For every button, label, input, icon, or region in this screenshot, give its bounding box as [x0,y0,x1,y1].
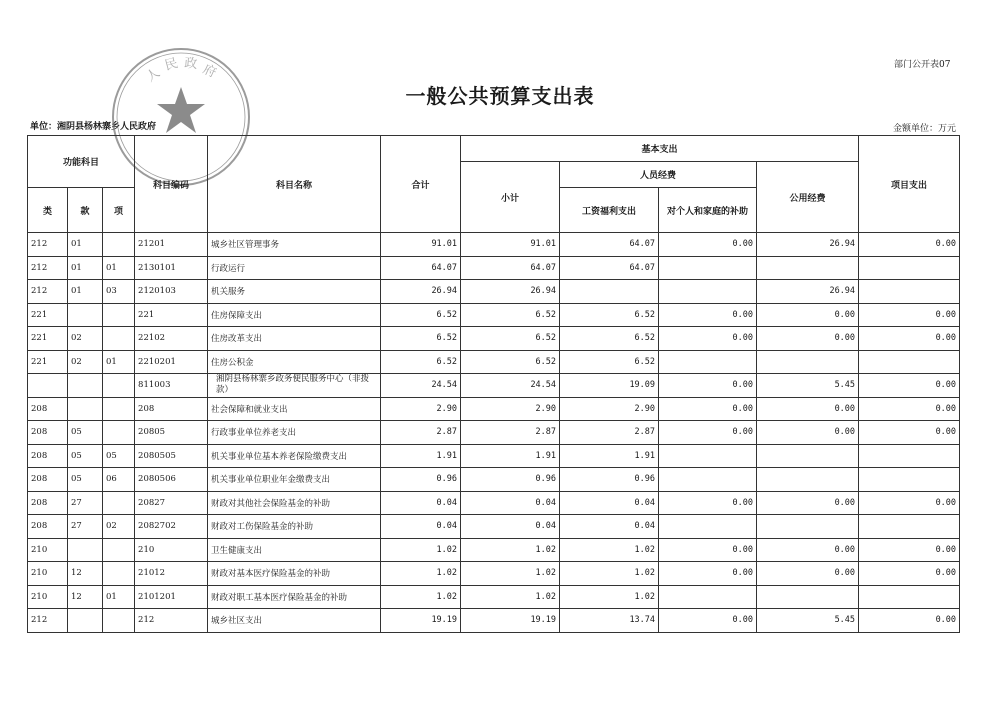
subtotal-cell: 64.07 [461,256,560,280]
project-expense-cell: 0.00 [859,609,960,633]
subtotal-cell: 1.02 [461,585,560,609]
class-cell: 210 [28,585,68,609]
class-cell: 208 [28,491,68,515]
section-header: 款 [68,188,103,233]
subject-code-cell: 2082702 [135,515,208,539]
total-cell: 6.52 [381,350,461,374]
salary-cell: 0.96 [560,468,659,492]
section-cell: 02 [68,350,103,374]
table-row [28,233,960,257]
class-cell: 210 [28,562,68,586]
public-expense-cell: 0.00 [757,562,859,586]
item-cell [103,374,135,398]
project-expense-cell [859,280,960,304]
public-expense-cell: 0.00 [757,538,859,562]
subsidy-header: 对个人和家庭的补助 [659,188,757,233]
subtotal-cell: 0.04 [461,491,560,515]
item-cell [103,397,135,421]
subject-name-cell: 住房改革支出 [208,327,381,351]
svg-text:人: 人 [143,65,163,86]
item-cell: 05 [103,444,135,468]
subsidy-cell: 0.00 [659,491,757,515]
total-cell: 1.91 [381,444,461,468]
class-cell: 221 [28,350,68,374]
public-expense-cell: 0.00 [757,491,859,515]
subsidy-cell [659,444,757,468]
subject-name-header: 科目名称 [208,136,381,233]
subject-name-cell: 卫生健康支出 [208,538,381,562]
project-expense-cell [859,256,960,280]
total-cell: 91.01 [381,233,461,257]
table-row [28,491,960,515]
section-cell: 02 [68,327,103,351]
subject-code-cell: 20827 [135,491,208,515]
salary-cell: 0.04 [560,491,659,515]
page-title: 一般公共预算支出表 [405,84,595,108]
subtotal-cell: 91.01 [461,233,560,257]
svg-text:民: 民 [163,56,180,74]
section-cell [68,609,103,633]
subsidy-cell: 0.00 [659,538,757,562]
basic-expense-header: 基本支出 [461,136,859,162]
salary-cell: 13.74 [560,609,659,633]
public-expense-cell: 0.00 [757,397,859,421]
table-row [28,256,960,280]
section-cell [68,538,103,562]
item-cell [103,609,135,633]
subject-code-cell: 212 [135,609,208,633]
total-cell: 0.04 [381,515,461,539]
subject-name-cell: 社会保障和就业支出 [208,397,381,421]
item-cell [103,538,135,562]
section-cell: 05 [68,468,103,492]
subsidy-cell [659,280,757,304]
subtotal-cell: 1.02 [461,562,560,586]
item-cell [103,327,135,351]
salary-cell: 1.02 [560,585,659,609]
section-cell: 05 [68,421,103,445]
subject-code-cell: 2130101 [135,256,208,280]
subsidy-cell: 0.00 [659,233,757,257]
subject-code-cell: 2120103 [135,280,208,304]
item-cell [103,303,135,327]
item-cell: 03 [103,280,135,304]
item-cell: 01 [103,585,135,609]
total-cell: 0.04 [381,491,461,515]
subsidy-cell: 0.00 [659,327,757,351]
svg-text:政: 政 [183,56,198,73]
item-cell [103,562,135,586]
subject-code-cell: 2080506 [135,468,208,492]
subtotal-cell: 24.54 [461,374,560,398]
subject-name-cell: 行政运行 [208,256,381,280]
salary-cell: 2.90 [560,397,659,421]
total-cell: 19.19 [381,609,461,633]
subtotal-cell: 2.87 [461,421,560,445]
subject-name-cell: 住房保障支出 [208,303,381,327]
class-cell: 208 [28,515,68,539]
project-expense-header: 项目支出 [859,136,960,233]
table-row [28,374,960,398]
table-row [28,397,960,421]
subject-code-cell: 20805 [135,421,208,445]
class-cell: 210 [28,538,68,562]
subsidy-cell [659,585,757,609]
project-expense-cell: 0.00 [859,374,960,398]
subsidy-cell: 0.00 [659,374,757,398]
subject-name-cell: 湘阴县杨林寨乡政务便民服务中心（非拨款） [208,374,381,398]
project-expense-cell: 0.00 [859,562,960,586]
subtotal-cell: 26.94 [461,280,560,304]
table-row [28,280,960,304]
salary-cell: 0.04 [560,515,659,539]
project-expense-cell [859,468,960,492]
section-cell [68,303,103,327]
budget-rows [28,233,960,633]
project-expense-cell: 0.00 [859,397,960,421]
section-cell: 12 [68,562,103,586]
public-expense-cell: 26.94 [757,233,859,257]
subtotal-header: 小计 [461,162,560,233]
form-code: 部门公开表07 [894,60,951,70]
budget-table [27,135,960,633]
total-cell: 6.52 [381,303,461,327]
section-cell: 05 [68,444,103,468]
public-expense-cell [757,256,859,280]
public-expense-cell [757,468,859,492]
seal-star-icon [157,87,205,133]
public-expense-cell [757,350,859,374]
table-row [28,609,960,633]
subsidy-cell: 0.00 [659,303,757,327]
subject-name-cell: 财政对职工基本医疗保险基金的补助 [208,585,381,609]
total-cell: 2.90 [381,397,461,421]
subject-code-header: 科目编码 [135,136,208,233]
subsidy-cell: 0.00 [659,421,757,445]
salary-cell [560,280,659,304]
total-cell: 64.07 [381,256,461,280]
subject-code-cell: 2210201 [135,350,208,374]
class-cell: 208 [28,397,68,421]
salary-cell: 1.02 [560,538,659,562]
salary-cell: 1.02 [560,562,659,586]
subsidy-cell [659,350,757,374]
subject-name-cell: 城乡社区支出 [208,609,381,633]
total-header: 合计 [381,136,461,233]
total-cell: 2.87 [381,421,461,445]
class-cell: 208 [28,468,68,492]
subject-name-cell: 财政对工伤保险基金的补助 [208,515,381,539]
section-cell [68,397,103,421]
salary-cell: 1.91 [560,444,659,468]
unit-label: 单位：湘阴县杨林寨乡人民政府 [30,122,157,132]
subject-name-cell: 住房公积金 [208,350,381,374]
subsidy-cell [659,515,757,539]
subject-code-cell: 21201 [135,233,208,257]
section-cell: 01 [68,256,103,280]
subject-code-cell: 21012 [135,562,208,586]
public-expense-cell: 0.00 [757,303,859,327]
subtotal-cell: 0.96 [461,468,560,492]
section-cell [68,374,103,398]
public-expense-cell [757,444,859,468]
class-cell: 221 [28,327,68,351]
item-cell [103,491,135,515]
subsidy-cell [659,468,757,492]
subject-code-cell: 221 [135,303,208,327]
item-cell: 01 [103,350,135,374]
project-expense-cell: 0.00 [859,303,960,327]
project-expense-cell [859,585,960,609]
subject-name-cell: 财政对基本医疗保险基金的补助 [208,562,381,586]
class-cell: 221 [28,303,68,327]
subtotal-cell: 1.02 [461,538,560,562]
project-expense-cell: 0.00 [859,327,960,351]
table-row [28,303,960,327]
salary-cell: 6.52 [560,327,659,351]
item-cell: 06 [103,468,135,492]
subsidy-cell [659,256,757,280]
public-expense-cell: 5.45 [757,609,859,633]
public-expense-cell [757,515,859,539]
subject-name-cell: 机关服务 [208,280,381,304]
subtotal-cell: 0.04 [461,515,560,539]
class-cell: 208 [28,444,68,468]
subsidy-cell: 0.00 [659,609,757,633]
total-cell: 0.96 [381,468,461,492]
salary-header: 工资福利支出 [560,188,659,233]
public-expense-cell: 5.45 [757,374,859,398]
section-cell: 27 [68,491,103,515]
section-cell: 27 [68,515,103,539]
salary-cell: 6.52 [560,350,659,374]
subject-name-cell: 财政对其他社会保险基金的补助 [208,491,381,515]
class-cell: 212 [28,280,68,304]
subtotal-cell: 1.91 [461,444,560,468]
subject-code-cell: 208 [135,397,208,421]
item-cell [103,421,135,445]
subtotal-cell: 6.52 [461,350,560,374]
subtotal-cell: 2.90 [461,397,560,421]
item-cell: 01 [103,256,135,280]
class-cell: 212 [28,256,68,280]
project-expense-cell [859,444,960,468]
total-cell: 1.02 [381,585,461,609]
project-expense-cell: 0.00 [859,491,960,515]
public-expense-cell: 0.00 [757,421,859,445]
project-expense-cell: 0.00 [859,233,960,257]
item-cell [103,233,135,257]
total-cell: 1.02 [381,538,461,562]
subject-code-cell: 2101201 [135,585,208,609]
subject-code-cell: 2080505 [135,444,208,468]
class-header: 类 [28,188,68,233]
subject-name-cell: 城乡社区管理事务 [208,233,381,257]
table-row [28,538,960,562]
salary-cell: 64.07 [560,256,659,280]
public-expense-cell: 26.94 [757,280,859,304]
total-cell: 26.94 [381,280,461,304]
item-cell: 02 [103,515,135,539]
subsidy-cell: 0.00 [659,562,757,586]
project-expense-cell: 0.00 [859,538,960,562]
subject-code-cell: 811003 [135,374,208,398]
subtotal-cell: 6.52 [461,303,560,327]
class-cell: 212 [28,609,68,633]
class-cell: 212 [28,233,68,257]
total-cell: 1.02 [381,562,461,586]
table-row [28,444,960,468]
section-cell: 01 [68,233,103,257]
subject-code-cell: 22102 [135,327,208,351]
public-expense-cell: 0.00 [757,327,859,351]
table-row [28,562,960,586]
table-row [28,515,960,539]
table-row [28,421,960,445]
subject-code-cell: 210 [135,538,208,562]
total-cell: 24.54 [381,374,461,398]
project-expense-cell: 0.00 [859,421,960,445]
subject-name-cell: 机关事业单位职业年金缴费支出 [208,468,381,492]
table-row [28,468,960,492]
subtotal-cell: 6.52 [461,327,560,351]
public-expense-cell [757,585,859,609]
subtotal-cell: 19.19 [461,609,560,633]
salary-cell: 6.52 [560,303,659,327]
salary-cell: 19.09 [560,374,659,398]
section-cell: 01 [68,280,103,304]
total-cell: 6.52 [381,327,461,351]
project-expense-cell [859,350,960,374]
table-row [28,585,960,609]
class-cell [28,374,68,398]
item-header: 项 [103,188,135,233]
section-cell: 12 [68,585,103,609]
project-expense-cell [859,515,960,539]
svg-text:府: 府 [200,62,219,82]
subject-name-cell: 机关事业单位基本养老保险缴费支出 [208,444,381,468]
table-row [28,327,960,351]
salary-cell: 2.87 [560,421,659,445]
personnel-header: 人员经费 [560,162,757,188]
money-unit-label: 金额单位：万元 [893,124,957,134]
table-row [28,350,960,374]
func-subject-header: 功能科目 [28,136,135,188]
subject-name-cell: 行政事业单位养老支出 [208,421,381,445]
class-cell: 208 [28,421,68,445]
subsidy-cell: 0.00 [659,397,757,421]
public-expense-header: 公用经费 [757,162,859,233]
salary-cell: 64.07 [560,233,659,257]
